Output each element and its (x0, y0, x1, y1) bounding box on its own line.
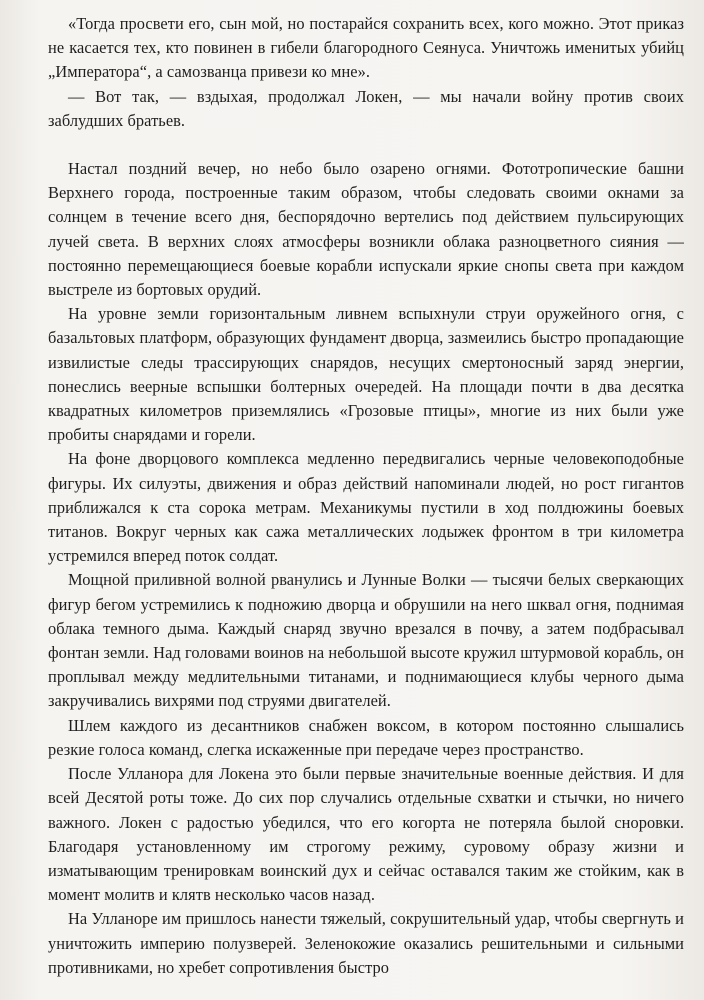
paragraph-4: На уровне земли горизонтальным ливнем вспыхнули струи оружейного огня, с базальтовых платформ, образующих фундамент дворца, зазмеились быстро пропадающие извилистые следы трассирующих снарядов, несущих смертоносный заряд энергии, понеслись веерные вспышки болтерных очередей. На площади почти в два десятка квадратных километров приземлялись «Грозовые птицы», многие из них были уже пробиты снарядами и горели. (48, 304, 684, 445)
paragraph-8: После Улланора для Локена это были первые значительные военные действия. И для всей Десятой роты тоже. До сих пор случались отдельные схватки и стычки, но ничего важного. Локен с радостью убедился, что его когорта не потеряла былой сноровки. Благодаря установленному им строгому режиму, суровому образу жизни и изматывающим тренировкам воинский дух и сейчас оставался таким же стойким, как в момент молитв и клятв несколько часов назад. (48, 764, 684, 905)
page-text (48, 12, 684, 980)
paragraph-7: Шлем каждого из десантников снабжен воксом, в котором постоянно слышались резкие голоса команд, слегка искаженные при передаче через пространство. (48, 715, 684, 759)
paragraph-1: «Тогда просвети его, сын мой, но постарайся сохранить всех, кого можно. Этот приказ не касается тех, кто повинен в гибели благородного Сеянуса. Уничтожь именитых убийц „Императора“, а самозванца привези ко мне». (48, 14, 684, 82)
section-break (48, 133, 684, 157)
paragraph-2: — Вот так, — вздыхая, продолжал Локен, — мы начали войну против своих заблудших братьев. (48, 86, 684, 130)
paragraph-9: На Улланоре им пришлось нанести тяжелый, сокрушительный удар, чтобы свергнуть и уничтожить империю полузверей. Зеленокожие оказались решительными и сильными противниками, но хребет сопротивления быстро (48, 909, 684, 977)
paragraph-3: Настал поздний вечер, но небо было озарено огнями. Фототропические башни Верхнего города, построенные таким образом, чтобы следовать своими окнами за солнцем в течение всего дня, беспорядочно вертелись под действием пульсирующих лучей света. В верхних слоях атмосферы возникли облака разноцветного сияния — постоянно перемещающиеся боевые корабли испускали яркие снопы света при каждом выстреле из бортовых орудий. (48, 159, 684, 300)
paragraph-6: Мощной приливной волной рванулись и Лунные Волки — тысячи белых сверкающих фигур бегом устремились к подножию дворца и обрушили на него шквал огня, поднимая облака темного дыма. Каждый снаряд звучно врезался в почву, а затем подбрасывал фонтан земли. Над головами воинов на небольшой высоте кружил штурмовой корабль, он проплывал между медлительными титанами, и поднимающиеся клубы черного дыма закручивались вихрями под струями двигателей. (48, 570, 684, 711)
paragraph-5: На фоне дворцового комплекса медленно передвигались черные человекоподобные фигуры. Их силуэты, движения и образ действий напоминали людей, но рост гигантов приближался к ста сорока метрам. Механикумы пустили в ход полдюжины боевых титанов. Вокруг черных как сажа металлических лодыжек фронтом в три километра устремился вперед поток солдат. (48, 449, 684, 566)
